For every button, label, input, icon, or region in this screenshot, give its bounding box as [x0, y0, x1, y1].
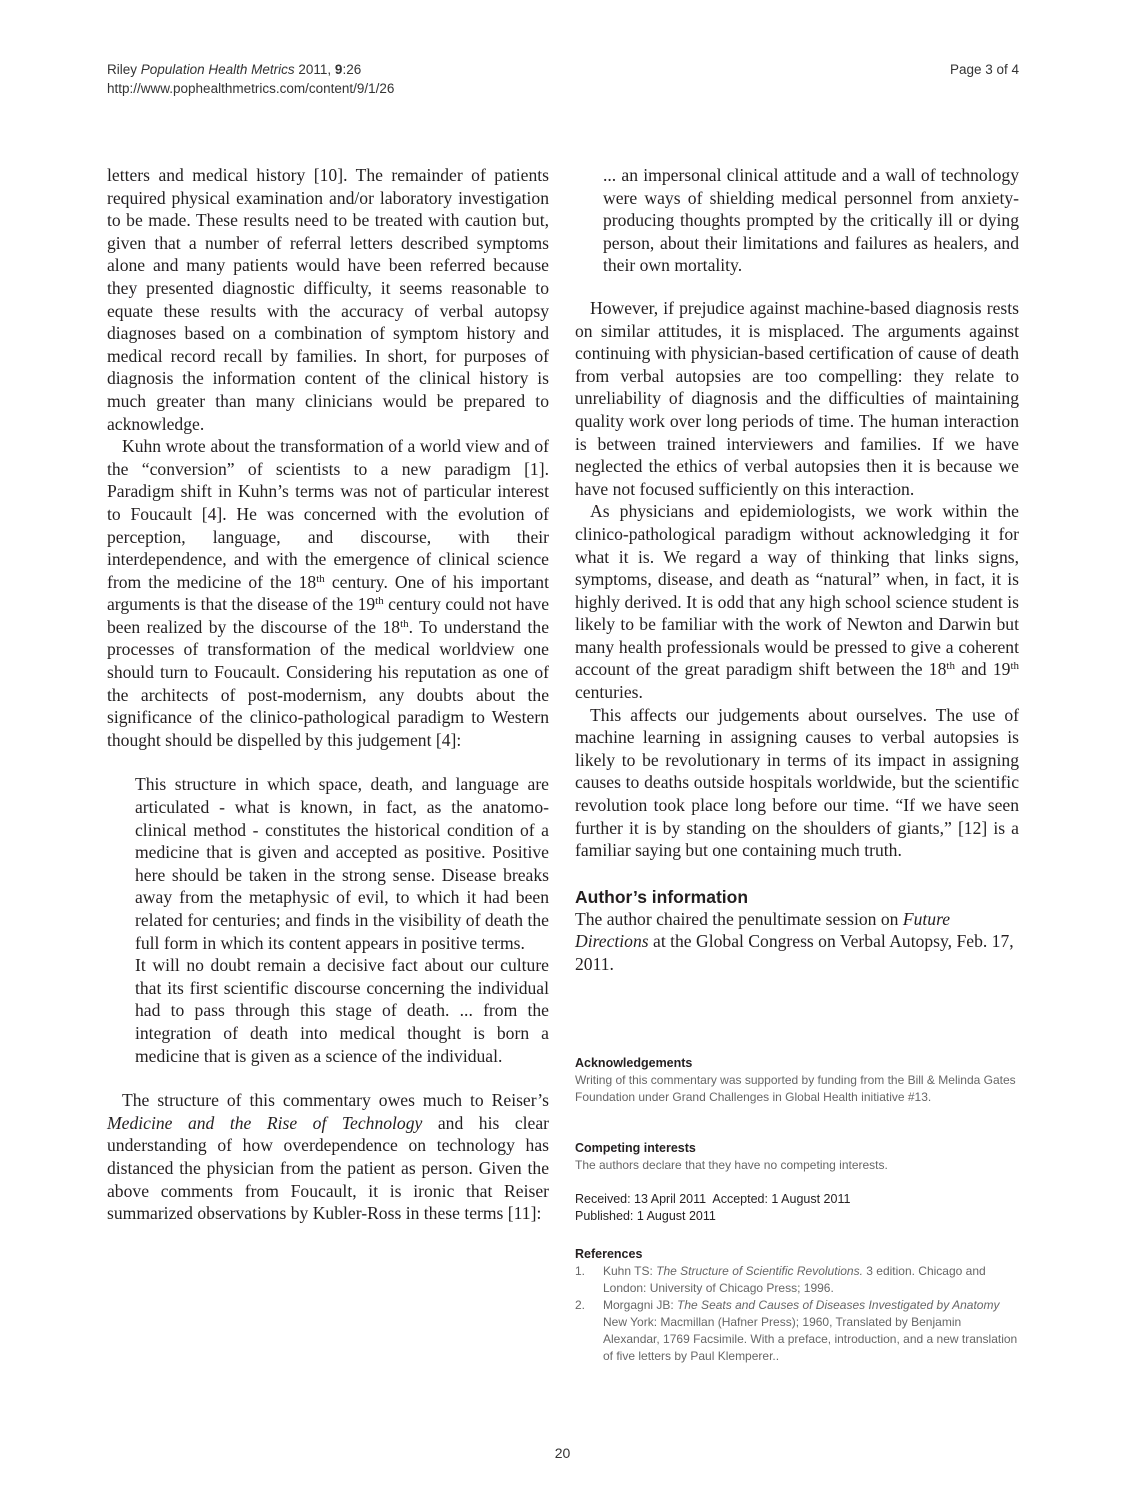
header-journal: Population Health Metrics: [140, 62, 295, 77]
block-quote-foucault-1: This structure in which space, death, and language are articulated - what is known, in fact, as the anatomo-clinical method - constitutes the historical condition of a medicine that is given and accepted as positive. Positive here should be taken in the strong sense. Disease breaks away from the metaphysic of evil, to which it had been related for centuries; and finds in the visibility of death the full form in which its content appears in positive terms.: [135, 774, 549, 953]
acknowledgements-heading: Acknowledgements: [575, 1056, 693, 1070]
author-information-heading: Author’s information: [575, 886, 749, 907]
reference-item: 1. Kuhn TS: The Structure of Scientific Revolutions. 3 edition. Chicago and London: University of Chicago Press; 1996.: [575, 1264, 986, 1295]
references-heading: References: [575, 1247, 643, 1261]
header-url[interactable]: http://www.pophealthmetrics.com/content/9/1/26: [107, 81, 395, 96]
author-information-text: The author chaired the penultimate session on Future Directions at the Global Congress on Verbal Autopsy, Feb. 17, 2011.: [575, 908, 1014, 974]
right-paragraph-1: However, if prejudice against machine-based diagnosis rests on similar attitudes, it is misplaced. The arguments against continuing with physician-based certification of cause of death from verbal autopsies are too compelling: they relate to unreliability of diagnosis and the difficulties of maintaining quality work over long periods of time. The human interaction is between trained interviewers and families. If we have neglected the ethics of verbal autopsies then it is because we have not focused sufficiently on this interaction.: [575, 297, 1019, 499]
acknowledgements-section: [575, 1055, 1019, 1106]
header-year: 2011,: [298, 62, 332, 77]
right-paragraph-2: As physicians and epidemiologists, we work within the clinico-pathological paradigm without acknowledging it for what it is. We regard a way of thinking that links signs, symptoms, disease, and death as “natural” when, in fact, it is highly derived. It is odd that any high school science student is likely to be familiar with the work of Newton and Darwin but many health professionals would be pressed to give a coherent account of the great paradigm shift between the 18th and 19th centuries.: [575, 501, 1019, 703]
right-column: [575, 164, 1019, 976]
block-quote-kubler-ross: ... an impersonal clinical attitude and a wall of technology were ways of shielding medical personnel from anxiety-producing thoughts prompted by the critically ill or dying person, about their limitations and failures as healers, and their own mortality.: [603, 165, 1019, 276]
competing-interests-heading: Competing interests: [575, 1141, 696, 1155]
right-paragraph-3: This affects our judgements about ourselves. The use of machine learning in assigning causes to verbal autopsies is likely to be revolutionary in terms of its impact in assigning causes to deaths outside hospitals worldwide, but the scientific revolution took place long before our time. “If we have seen further it is by standing on the shoulders of giants,” [12] is a familiar saying but one containing much truth.: [575, 704, 1019, 861]
published-date: Published: 1 August 2011: [575, 1209, 716, 1223]
block-quote-foucault-2: It will no doubt remain a decisive fact about our culture that its first scientific discourse concerning the individual had to pass through this stage of death. ... from the integration of death into medical thought is born a medicine that is given as a science of the individual.: [135, 955, 549, 1066]
competing-interests-section: [575, 1140, 1019, 1174]
page-number: 20: [554, 1445, 571, 1461]
header-author: Riley: [107, 62, 138, 77]
header-page: Page 3 of 4: [949, 62, 1019, 77]
dates-section: [575, 1191, 1019, 1225]
book-title: Medicine and the Rise of Technology: [107, 1112, 423, 1133]
acknowledgements-text: Writing of this commentary was supported by funding from the Bill & Melinda Gates Foundation under Grand Challenges in Global Health initiative #13.: [575, 1073, 1016, 1104]
left-paragraph-2: Kuhn wrote about the transformation of a world view and of the “conversion” of scientists to a new paradigm [1]. Paradigm shift in Kuhn’s terms was not of particular interest to Foucault [4]. He was concerned with the evolution of perception, language, and discourse, with their interdependence, and with the emergence of clinical science from the medicine of the 18th century. One of his important arguments is that the disease of the 19th century could not have been realized by the discourse of the 18th. To understand the processes of transformation of the medical worldview one should turn to Foucault. Considering his reputation as one of the architects of post-modernism, any doubts about the significance of the clinico-pathological paradigm to Western thought should be dispelled by this judgement [4]:: [107, 436, 550, 750]
references-section: [575, 1246, 1019, 1365]
left-paragraph-3: The structure of this commentary owes much to Reiser’s Medicine and the Rise of Technology and his clear understanding of how overdependence on technology has distanced the physician from the patient as person. Given the above comments from Foucault, it is ironic that Reiser summarized observations by Kubler-Ross in these terms [11]:: [107, 1090, 549, 1224]
header-volume: 9: [334, 62, 343, 77]
header-issue: :26: [342, 62, 362, 77]
reference-item: 2. Morgagni JB: The Seats and Causes of Diseases Investigated by Anatomy New York: Macmillan (Hafner Press); 1960, Translated by Benjamin Alexandar, 1769 Facsimile. With a preface, introduction, and a new translation of five letters by Paul Klemperer..: [575, 1298, 1018, 1363]
header-citation: [107, 60, 394, 98]
left-paragraph-1: letters and medical history [10]. The remainder of patients required physical examination and/or laboratory investigation to be made. These results need to be treated with caution but, given that a number of referral letters described symptoms alone and many patients would have been referred because they presented diagnostic difficulty, it seems reasonable to equate these results with the accuracy of verbal autopsy diagnoses based on a combination of symptom history and medical record recall by families. In short, for purposes of diagnosis the information content of the clinical history is much greater than many clinicians would be prepared to acknowledge.: [107, 165, 549, 434]
received-accepted-dates: Received: 13 April 2011 Accepted: 1 August 2011: [575, 1192, 851, 1206]
competing-interests-text: The authors declare that they have no competing interests.: [575, 1158, 888, 1172]
left-column: [107, 164, 549, 1225]
